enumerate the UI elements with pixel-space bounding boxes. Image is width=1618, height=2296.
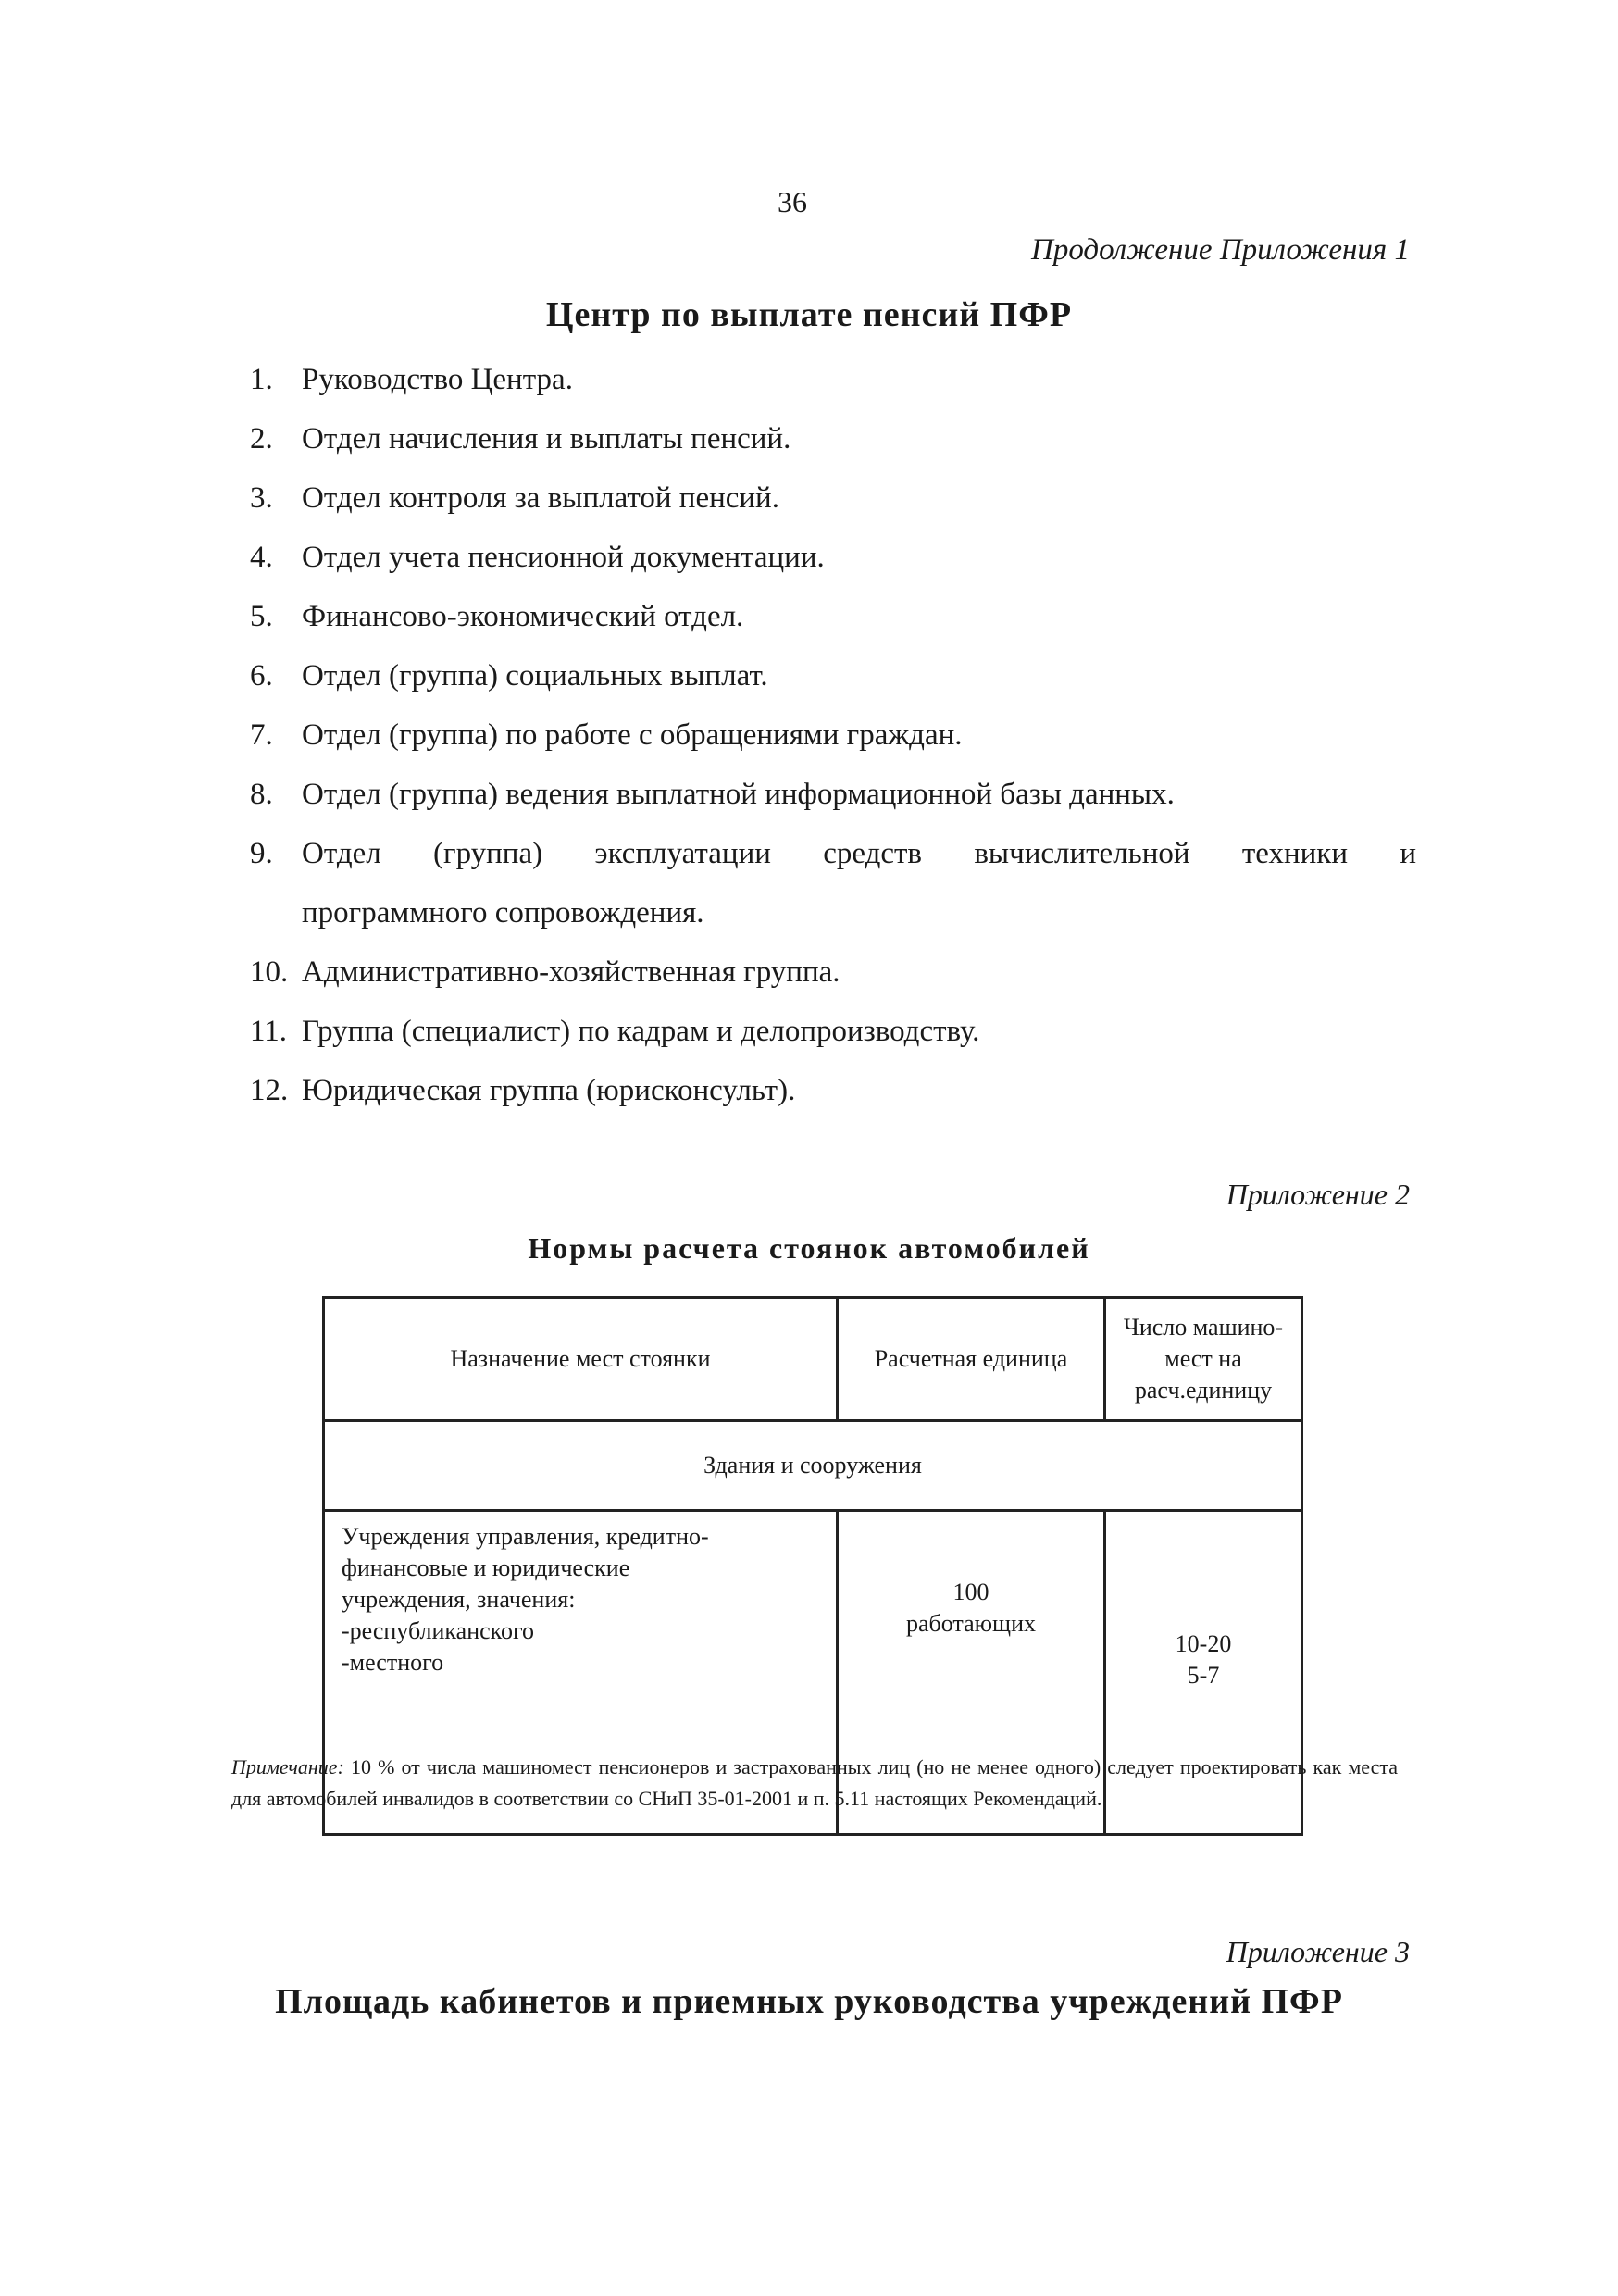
list-item: 5. Финансово-экономический отдел. — [250, 600, 744, 633]
continuation-label: Продолжение Приложения 1 — [1030, 233, 1410, 267]
list-item: 9. Отдел (группа) эксплуатации средств вычислительной техники и — [250, 837, 1416, 870]
note-label: Примечание: — [231, 1755, 344, 1778]
cell-count: 10-20 5-7 — [1105, 1511, 1302, 1835]
list-item: 1. Руководство Центра. — [250, 363, 573, 396]
cell-purpose: Учреждения управления, кредитно- финансовые и юридические учреждения, значения: -республиканского -местного — [324, 1511, 838, 1835]
appendix3-label: Приложение 3 — [1226, 1935, 1410, 1968]
list-item: 2. Отдел начисления и выплаты пенсий. — [250, 422, 791, 455]
appendix2-label: Приложение 2 — [1226, 1178, 1410, 1211]
page-number: 36 — [778, 185, 807, 218]
cell-unit: 100 работающих — [838, 1511, 1105, 1835]
header-unit: Расчетная единица — [838, 1298, 1105, 1421]
list-item: 8. Отдел (группа) ведения выплатной информационной базы данных. — [250, 778, 1175, 811]
list-item: 12. Юридическая группа (юрисконсульт). — [250, 1074, 796, 1107]
department-list — [250, 350, 1416, 1120]
section-buildings: Здания и сооружения — [324, 1421, 1302, 1511]
header-purpose: Назначение мест стоянки — [324, 1298, 838, 1421]
list-item: 10. Административно-хозяйственная группа. — [250, 955, 840, 989]
list-item: 6. Отдел (группа) социальных выплат. — [250, 659, 768, 693]
list-item-continuation: программного сопровождения. — [302, 896, 704, 930]
header-count: Число машино-мест на расч.единицу — [1105, 1298, 1302, 1421]
table-header-row — [324, 1298, 1302, 1421]
appendix2-title: Нормы расчета стоянок автомобилей — [528, 1231, 1090, 1265]
note-text: 10 % от числа машиномест пенсионеров и застрахованных лиц (но не менее одного) следует проектировать как места для автомобилей инвалидов в соответствии со СНиП 35-01-2001 и п. 5.11 настоящих Рекомендаций. — [231, 1755, 1398, 1810]
section1-title: Центр по выплате пенсий ПФР — [545, 295, 1073, 334]
table-note — [231, 1752, 1398, 1815]
list-item: 11. Группа (специалист) по кадрам и делопроизводству. — [250, 1015, 980, 1048]
table-section-row — [324, 1421, 1302, 1511]
appendix3-title: Площадь кабинетов и приемных руководства учреждений ПФР — [275, 1982, 1343, 2021]
list-item: 3. Отдел контроля за выплатой пенсий. — [250, 481, 779, 515]
list-item: 7. Отдел (группа) по работе с обращениями граждан. — [250, 718, 963, 752]
list-item: 4. Отдел учета пенсионной документации. — [250, 541, 825, 574]
